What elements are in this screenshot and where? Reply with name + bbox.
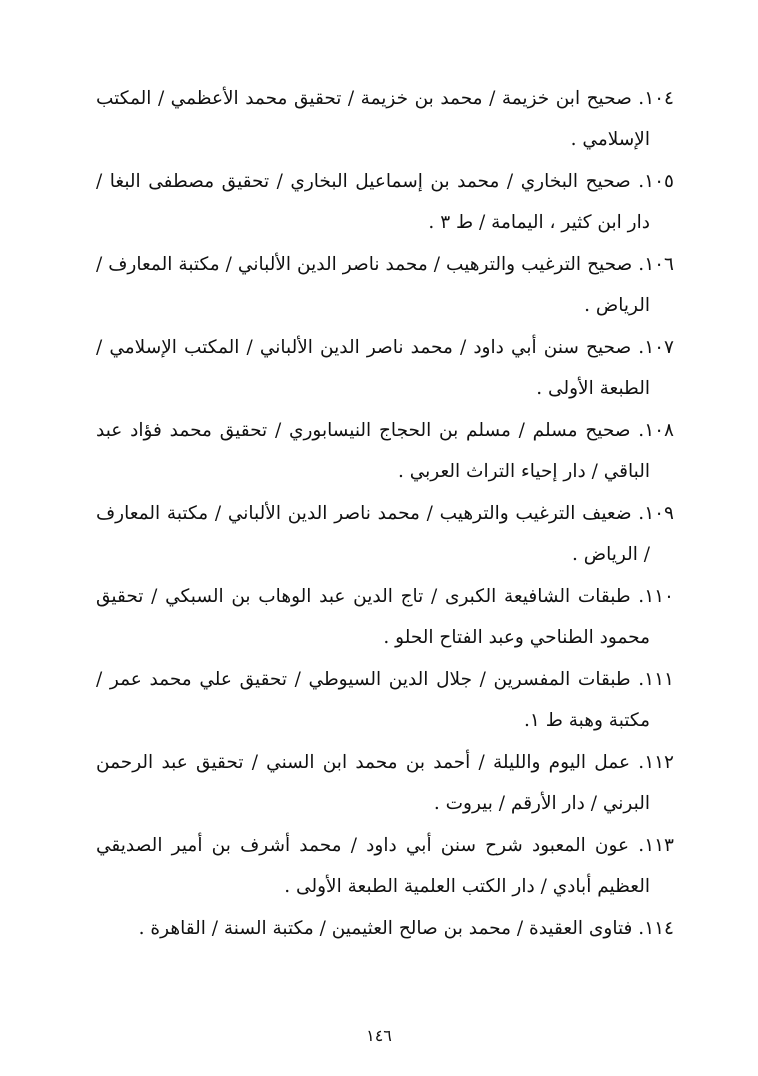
bibliography-entry — [96, 161, 758, 243]
bibliography-entry — [96, 659, 758, 741]
entry-number: ١١١. — [638, 669, 674, 690]
entry-text: صحيح البخاري / محمد بن إسماعيل البخاري / تحقيق مصطفى البغا / دار ابن كثير ، اليمامة / ط ٣ . — [96, 171, 650, 233]
bibliography-entry — [96, 576, 758, 658]
entry-text: عون المعبود شرح سنن أبي داود / محمد أشرف بن أمير الصديقي العظيم أبادي / دار الكتب العلمية الطبعة الأولى . — [96, 835, 650, 897]
bibliography-entry — [96, 493, 758, 575]
bibliography-entry — [96, 908, 758, 949]
entry-number: ١٠٨. — [638, 420, 674, 441]
entry-number: ١١٣. — [638, 835, 674, 856]
bibliography-entry — [96, 244, 758, 326]
bibliography-entry — [96, 327, 758, 409]
bibliography-entry — [96, 825, 758, 907]
bibliography-list — [96, 78, 758, 950]
entry-text: صحيح مسلم / مسلم بن الحجاج النيسابوري / تحقيق محمد فؤاد عبد الباقي / دار إحياء التراث العربي . — [96, 420, 650, 482]
entry-text: عمل اليوم والليلة / أحمد بن محمد ابن السني / تحقيق عبد الرحمن البرني / دار الأرقم / بيروت . — [96, 752, 650, 814]
entry-text: صحيح ابن خزيمة / محمد بن خزيمة / تحقيق محمد الأعظمي / المكتب الإسلامي . — [96, 88, 650, 150]
entry-number: ١١٠. — [638, 586, 674, 607]
entry-number: ١١٢. — [638, 752, 674, 773]
bibliography-entry — [96, 78, 758, 160]
entry-number: ١٠٦. — [638, 254, 674, 275]
entry-text: صحيح الترغيب والترهيب / محمد ناصر الدين الألباني / مكتبة المعارف / الرياض . — [96, 254, 650, 316]
entry-text: ضعيف الترغيب والترهيب / محمد ناصر الدين الألباني / مكتبة المعارف / الرياض . — [96, 503, 650, 565]
entry-number: ١٠٥. — [638, 171, 674, 192]
entry-number: ١٠٩. — [638, 503, 674, 524]
entry-text: فتاوى العقيدة / محمد بن صالح العثيمين / مكتبة السنة / القاهرة . — [138, 918, 633, 939]
bibliography-entry — [96, 410, 758, 492]
entry-text: طبقات المفسرين / جلال الدين السيوطي / تحقيق علي محمد عمر / مكتبة وهبة ط ١. — [96, 669, 650, 731]
page-number: ١٤٦ — [366, 1026, 392, 1045]
entry-number: ١٠٤. — [638, 88, 674, 109]
entry-number: ١١٤. — [638, 918, 674, 939]
entry-number: ١٠٧. — [638, 337, 674, 358]
bibliography-entry — [96, 742, 758, 824]
entry-text: صحيح سنن أبي داود / محمد ناصر الدين الألباني / المكتب الإسلامي / الطبعة الأولى . — [96, 337, 650, 399]
entry-text: طبقات الشافيعة الكبرى / تاج الدين عبد الوهاب بن السبكي / تحقيق محمود الطناحي وعبد الفتاح الحلو . — [96, 586, 650, 648]
